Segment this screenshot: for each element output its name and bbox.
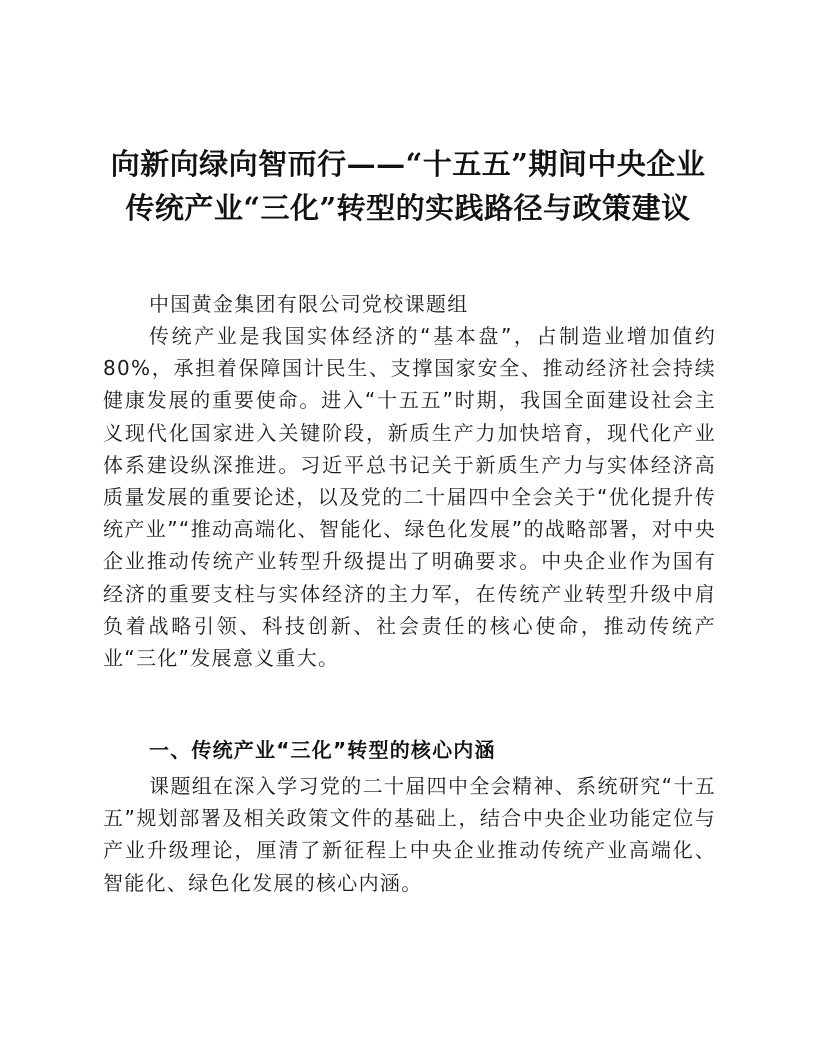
author-line: 中国黄金集团有限公司党校课题组 bbox=[149, 292, 469, 316]
section-heading: 一、传统产业“三化”转型的核心内涵 bbox=[149, 738, 496, 762]
intro-paragraph: 传统产业是我国实体经济的“基本盘”，占制造业增加值约80%，承担着保障国计民生、支撑国家安全、推动经济社会持续健康发展的重要使命。进入“十五五”时期，我国全面建设社会主义现代化国家进入关键阶段，新质生产力加快培育，现代化产业体系建设纵深推进。习近平总书记关于新质生产力与实体经济高质量发展的重要论述，以及党的二十届四中全会关于“优化提升传统产业”“推动高端化、智能化、绿色化发展”的战略部署，对中央企业推动传统产业转型升级提出了明确要求。中央企业作为国有经济的重要支柱与实体经济的主力军，在传统产业转型升级中肩负着战略引领、科技创新、社会责任的核心使命，推动传统产业“三化”发展意义重大。 bbox=[103, 324, 716, 671]
section-paragraph: 课题组在深入学习党的二十届四中全会精神、系统研究“十五五”规划部署及相关政策文件的基础上，结合中央企业功能定位与产业升级理论，厘清了新征程上中央企业推动传统产业高端化、智能化、绿色化发展的核心内涵。 bbox=[103, 774, 716, 895]
document-title: 向新向绿向智而行——“十五五”期间中央企业传统产业“三化”转型的实践路径与政策建议 bbox=[110, 147, 706, 225]
